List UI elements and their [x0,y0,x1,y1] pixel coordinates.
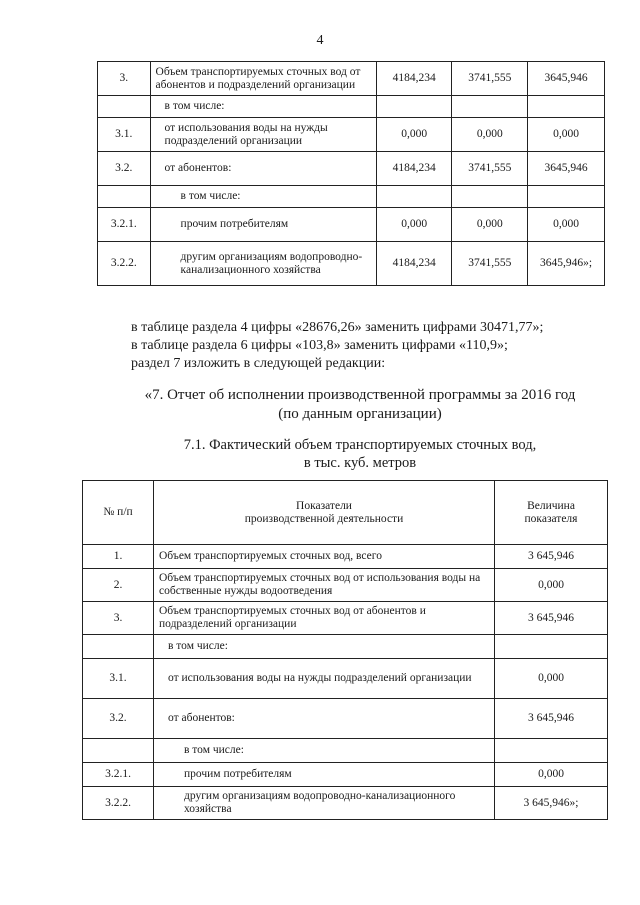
value-cell [376,96,452,118]
value-cell: 0,000 [376,208,452,242]
table-row [83,739,608,763]
row-name: в том числе: [154,635,495,659]
value-cell [452,96,528,118]
table-continuation [97,61,605,286]
value-cell: 0,000 [528,118,605,152]
value-cell: 0,000 [495,763,608,787]
row-number: 3.2. [83,699,154,739]
row-number: 3.2.2. [98,242,151,286]
row-number: 2. [83,569,154,602]
row-name: в том числе: [150,186,376,208]
header-text: показателя [524,512,578,525]
value-cell: 0,000 [528,208,605,242]
value-cell: 3741,555 [452,62,528,96]
row-name: Объем транспортируемых сточных вод, всего [154,545,495,569]
value-cell [528,186,605,208]
value-cell: 3645,946 [528,62,605,96]
table-row [83,763,608,787]
row-number: 1. [83,545,154,569]
value-cell: 0,000 [495,569,608,602]
table-row [83,699,608,739]
row-name: Объем транспортируемых сточных вод от абонентов и подразделений организации [150,62,376,96]
row-name: прочим потребителям [150,208,376,242]
value-cell: 3645,946 [528,152,605,186]
header-indicator [154,481,495,545]
table-row [83,602,608,635]
value-cell: 3645,946»; [528,242,605,286]
value-cell: 0,000 [495,659,608,699]
row-number [98,186,151,208]
table-row [83,787,608,820]
subsection-title-line: в тыс. куб. метров [303,455,417,471]
subsection-title-line: 7.1. Фактический объем транспортируемых сточных вод, [183,437,537,453]
row-number: 3.1. [98,118,151,152]
instruction-line: в таблице раздела 4 цифры «28676,26» заменить цифрами 30471,77»; [131,320,544,335]
row-number: 3.1. [83,659,154,699]
row-number: 3.2. [98,152,151,186]
subsection-title [100,436,620,472]
table-header-row [83,481,608,545]
instruction-line: в таблице раздела 6 цифры «103,8» заменить цифрами «110,9»; [131,338,508,353]
value-cell [452,186,528,208]
row-name: от использования воды на нужды подразделений организации [154,659,495,699]
section-title-line: (по данным организации) [278,406,442,422]
header-value [495,481,608,545]
value-cell: 3 645,946»; [495,787,608,820]
page-number: 4 [316,33,324,48]
row-name: другим организациям водопроводно-канализационного хозяйства [150,242,376,286]
value-cell: 3 645,946 [495,602,608,635]
header-text: Показатели [296,499,352,512]
row-name: Объем транспортируемых сточных вод от абонентов и подразделений организации [154,602,495,635]
table-row [83,659,608,699]
value-cell: 4184,234 [376,242,452,286]
section-title-line: «7. Отчет об исполнении производственной программы за 2016 год [144,387,576,403]
value-cell [495,635,608,659]
value-cell: 3741,555 [452,152,528,186]
value-cell: 4184,234 [376,152,452,186]
row-number [98,96,151,118]
row-number: 3. [83,602,154,635]
row-name: в том числе: [154,739,495,763]
header-number: № п/п [83,481,154,545]
value-cell: 0,000 [452,208,528,242]
table-row [98,118,605,152]
amendment-instructions [131,319,543,373]
table-row [98,152,605,186]
value-cell: 0,000 [376,118,452,152]
row-name: от абонентов: [150,152,376,186]
table-row [98,96,605,118]
row-number [83,739,154,763]
value-cell [495,739,608,763]
header-text: Величина [527,499,575,512]
table-row [83,545,608,569]
table-row [98,208,605,242]
table-row [98,62,605,96]
table-row [98,242,605,286]
row-name: от использования воды на нужды подразделений организации [150,118,376,152]
row-number: 3. [98,62,151,96]
table-row [83,569,608,602]
row-number: 3.2.2. [83,787,154,820]
table-row [98,186,605,208]
header-text: производственной деятельности [244,512,404,525]
row-number [83,635,154,659]
value-cell: 3 645,946 [495,545,608,569]
value-cell [376,186,452,208]
row-name: прочим потребителям [154,763,495,787]
instruction-line: раздел 7 изложить в следующей редакции: [131,356,386,371]
value-cell: 4184,234 [376,62,452,96]
value-cell: 3741,555 [452,242,528,286]
section-title [100,386,620,424]
row-name: Объем транспортируемых сточных вод от использования воды на собственные нужды водоотведения [154,569,495,602]
value-cell: 0,000 [452,118,528,152]
value-cell: 3 645,946 [495,699,608,739]
volume-table [82,480,608,820]
row-name: в том числе: [150,96,376,118]
row-name: другим организациям водопроводно-канализационного хозяйства [154,787,495,820]
row-number: 3.2.1. [98,208,151,242]
table-row [83,635,608,659]
row-name: от абонентов: [154,699,495,739]
value-cell [528,96,605,118]
row-number: 3.2.1. [83,763,154,787]
